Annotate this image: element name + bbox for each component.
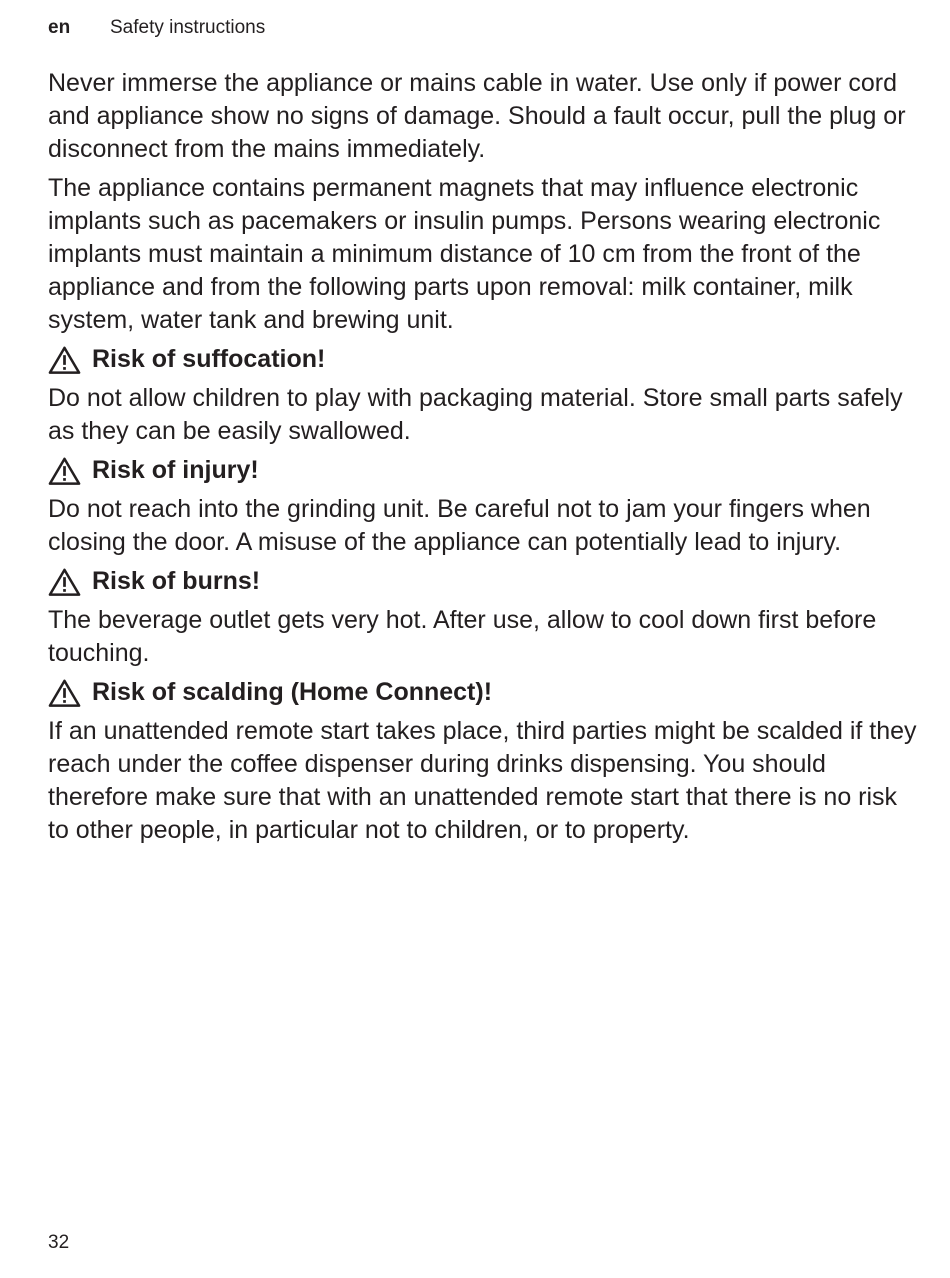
warning-triangle-icon [48,567,81,597]
warning-text: Do not reach into the grinding unit. Be careful not to jam your fingers when closing the door. A misuse of the appliance can potentially lead to injury. [48,495,871,556]
warning-heading [48,676,918,709]
warning-text: The beverage outlet gets very hot. After use, allow to cool down first before touching. [48,606,877,667]
warning-triangle-icon [48,345,81,375]
warning-title: Risk of scalding (Home Connect)! [92,678,493,706]
warning-text: If an unattended remote start takes place, third parties might be scalded if they reach under the coffee dispenser during drinks dispensing. You should therefore make sure that with an unattended remote start that there is no risk to other people, in particular not to children, or to property. [48,717,917,844]
intro-paragraph: The appliance contains permanent magnets that may influence electronic implants such as pacemakers or insulin pumps. Persons wearing electronic implants must maintain a minimum distance of 10 cm from the front of the appliance and from the following parts upon removal: milk container, milk system, water tank and brewing unit. [48,174,881,334]
warning-heading [48,565,918,598]
intro-paragraph: Never immerse the appliance or mains cable in water. Use only if power cord and appliance show no signs of damage. Should a fault occur, pull the plug or disconnect from the mains immediately. [48,69,906,163]
warning-triangle-icon [48,678,81,708]
warning-title: Risk of burns! [92,567,261,595]
language-code: en [48,17,71,38]
warning-text: Do not allow children to play with packaging material. Store small parts safely as they can be easily swallowed. [48,384,903,445]
warning-triangle-icon [48,456,81,486]
warning-title: Risk of injury! [92,456,259,484]
warning-title: Risk of suffocation! [92,345,326,373]
page-content [48,67,918,853]
section-title: Safety instructions [110,17,266,38]
warning-heading [48,454,918,487]
warning-heading [48,343,918,376]
page-number: 32 [48,1232,70,1253]
page-header [48,16,265,40]
